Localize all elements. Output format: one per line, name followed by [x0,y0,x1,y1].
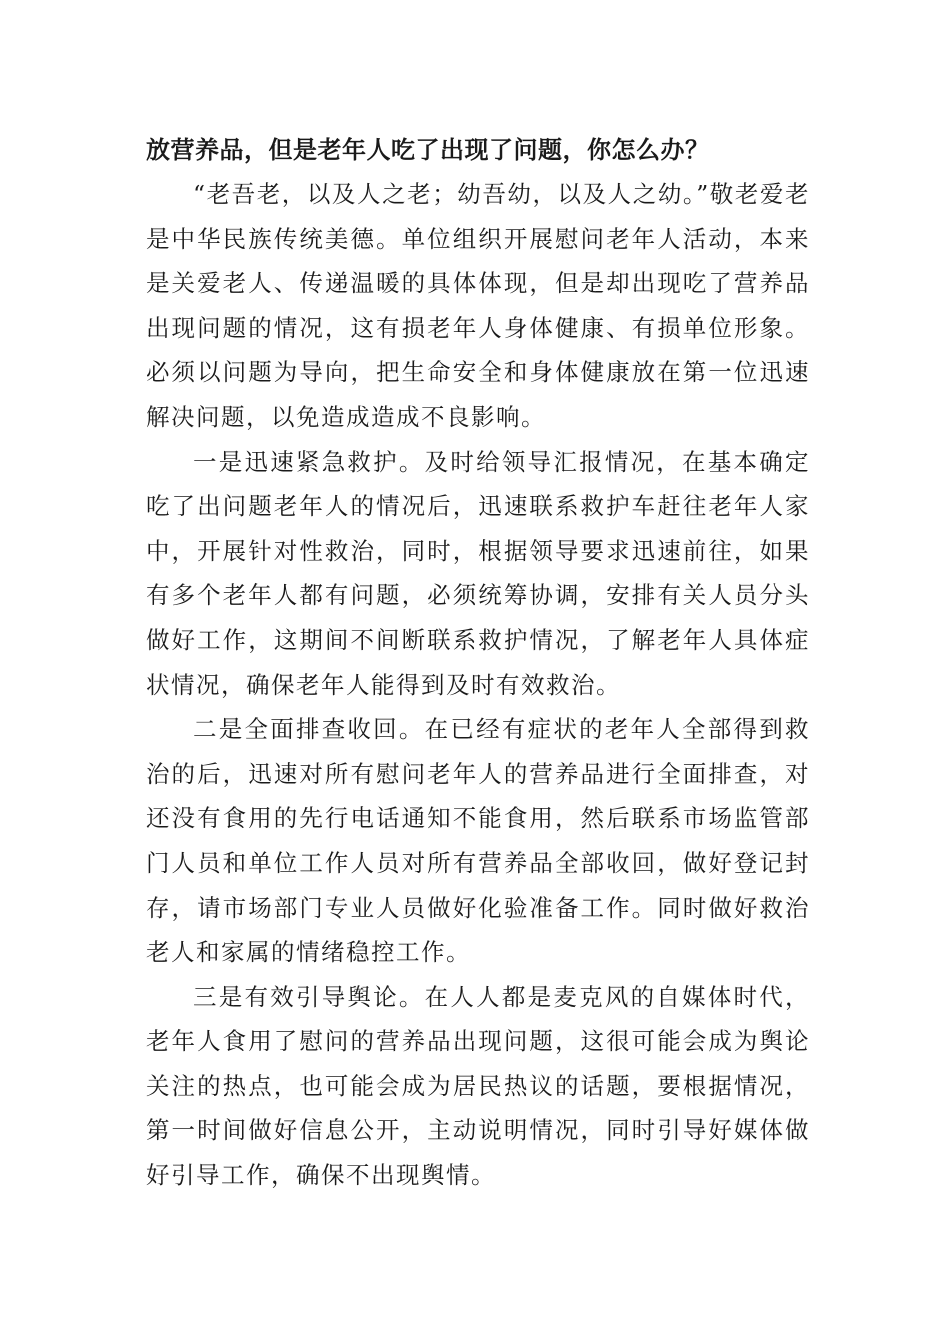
paragraph-emergency-rescue: 一是迅速紧急救护。及时给领导汇报情况，在基本确定吃了出问题老年人的情况后，迅速联系救护车赶往老年人家中，开展针对性救治，同时，根据领导要求迅速前往，如果有多个老年人都有问题，必须统筹协调，安排有关人员分头做好工作，这期间不间断联系救护情况，了解老年人具体症状情况，确保老年人能得到及时有效救治。 [146,447,810,699]
paragraph-public-opinion: 三是有效引导舆论。在人人都是麦克风的自媒体时代，老年人食用了慰问的营养品出现问题，这很可能会成为舆论关注的热点，也可能会成为居民热议的话题，要根据情况，第一时间做好信息公开，主动说明情况，同时引导好媒体做好引导工作，确保不出现舆情。 [146,982,810,1190]
intro-paragraph: “老吾老，以及人之老；幼吾幼，以及人之幼。”敬老爱老是中华民族传统美德。单位组织开展慰问老年人活动，本来是关爱老人、传递温暖的具体体现，但是却出现吃了营养品出现问题的情况，这有损老年人身体健康、有损单位形象。必须以问题为导向，把生命安全和身体健康放在第一位迅速解决问题，以免造成造成不良影响。 [146,180,810,431]
document-page [146,128,810,1198]
paragraph-inspection-recall: 二是全面排查收回。在已经有症状的老年人全部得到救治的后，迅速对所有慰问老年人的营养品进行全面排查，对还没有食用的先行电话通知不能食用，然后联系市场监管部门人员和单位工作人员对所有营养品全部收回，做好登记封存，请市场部门专业人员做好化验准备工作。同时做好救治老人和家属的情绪稳控工作。 [146,715,810,967]
question-heading: 放营养品，但是老年人吃了出现了问题，你怎么办？ [146,136,710,164]
